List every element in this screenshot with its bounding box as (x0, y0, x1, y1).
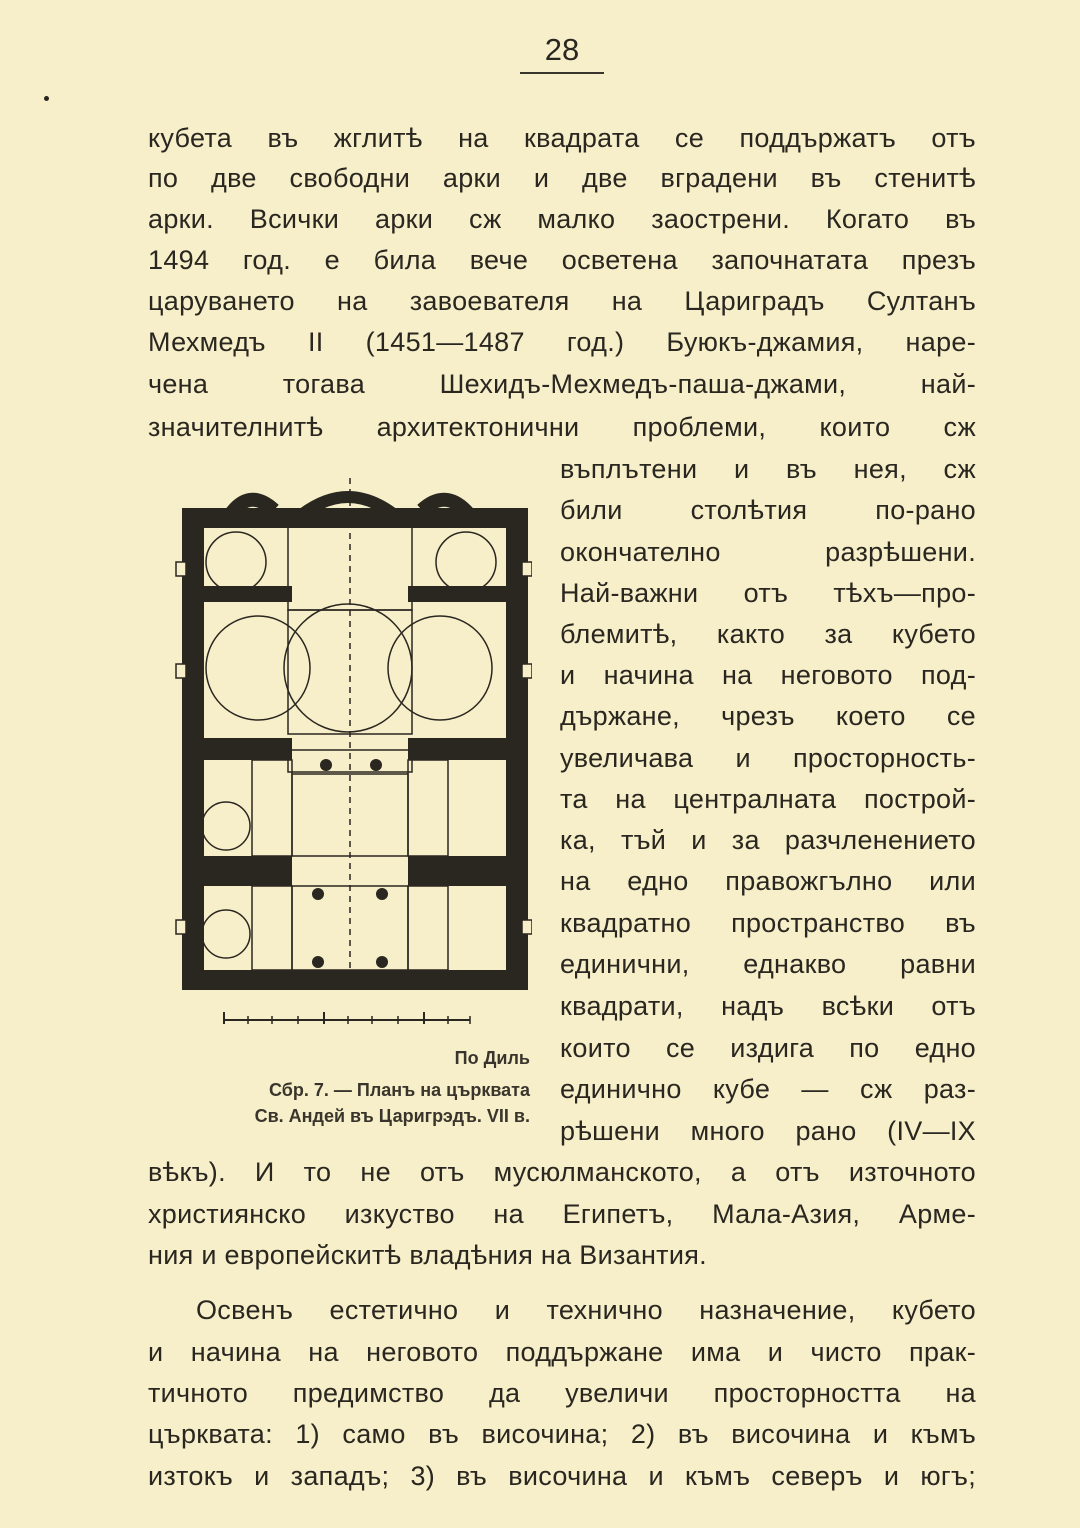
text-line: тичното предимство да увеличи просторността на (148, 1378, 976, 1408)
text-line: царуването на завоевателя на Цариградъ Султанъ (148, 286, 976, 316)
floor-plan-drawing (168, 468, 532, 1030)
text-line: Мехмедъ II (1451—1487 год.) Буюкъ-джамия, наре- (148, 327, 976, 357)
text-line: значителнитѣ архитектонични проблеми, които сж (148, 412, 976, 442)
text-line: чена тогава Шехидъ-Мехмедъ-паша-джами, най- (148, 369, 976, 399)
figure-caption-line2: Св. Андей въ Царигрэдъ. VII в. (254, 1106, 530, 1126)
text-line: държане, чрезъ което се (560, 701, 976, 731)
text-line: изтокъ и западъ; 3) въ височина и къмъ северъ и югъ; (148, 1461, 976, 1491)
text-line: ка, тъй и за разчленението (560, 825, 976, 855)
text-line: вѣкъ). И то не отъ мусюлманското, а отъ източното (148, 1157, 976, 1187)
text-line: на едно правожгълно или (560, 866, 976, 896)
text-line: въплътени и въ нея, сж (560, 454, 976, 484)
text-line: рѣшени много рано (IV—IX (560, 1116, 976, 1146)
text-line: и начина на неговото поддържане има и чисто прак- (148, 1337, 976, 1367)
church-floor-plan-figure (168, 468, 532, 1030)
page-number: 28 (520, 30, 604, 74)
text-line: квадрати, надъ всѣки отъ (560, 991, 976, 1021)
text-line: ния и европейскитѣ владѣния на Византия. (148, 1240, 707, 1270)
text-line: арки. Всички арки сж малко заострени. Когато въ (148, 204, 976, 234)
text-line: блемитѣ, както за кубето (560, 619, 976, 649)
text-line: единично кубе — сж раз- (560, 1074, 976, 1104)
text-line: по две свободни арки и две вградени въ стенитѣ (148, 163, 976, 193)
text-line: та на централната построй- (560, 784, 976, 814)
text-line: окончателно разрѣшени. (560, 537, 976, 567)
text-line: кубета въ жглитѣ на квадрата се поддържатъ отъ (148, 123, 976, 153)
text-line: 1494 год. е била вече осветена започнатата презъ (148, 245, 976, 275)
ink-dot (44, 96, 49, 101)
text-line: Най-важни отъ тѣхъ—про- (560, 578, 976, 608)
text-line: християнско изкуство на Египетъ, Мала-Азия, Арме- (148, 1199, 976, 1229)
text-line: които се издига по едно (560, 1033, 976, 1063)
figure-caption-line1: Сбр. 7. — Планъ на църквата (268, 1080, 530, 1100)
text-line: квадратно пространство въ (560, 908, 976, 938)
figure-credit: По Диль (454, 1048, 530, 1068)
text-line: били столѣтия по-рано (560, 495, 976, 525)
text-line: и начина на неговото под- (560, 660, 976, 690)
text-line: увеличава и просторность- (560, 743, 976, 773)
text-line: църквата: 1) само въ височина; 2) въ височина и къмъ (148, 1419, 976, 1449)
text-line: Освенъ естетично и технично назначение, кубето (196, 1295, 976, 1325)
text-line: единични, еднакво равни (560, 949, 976, 979)
